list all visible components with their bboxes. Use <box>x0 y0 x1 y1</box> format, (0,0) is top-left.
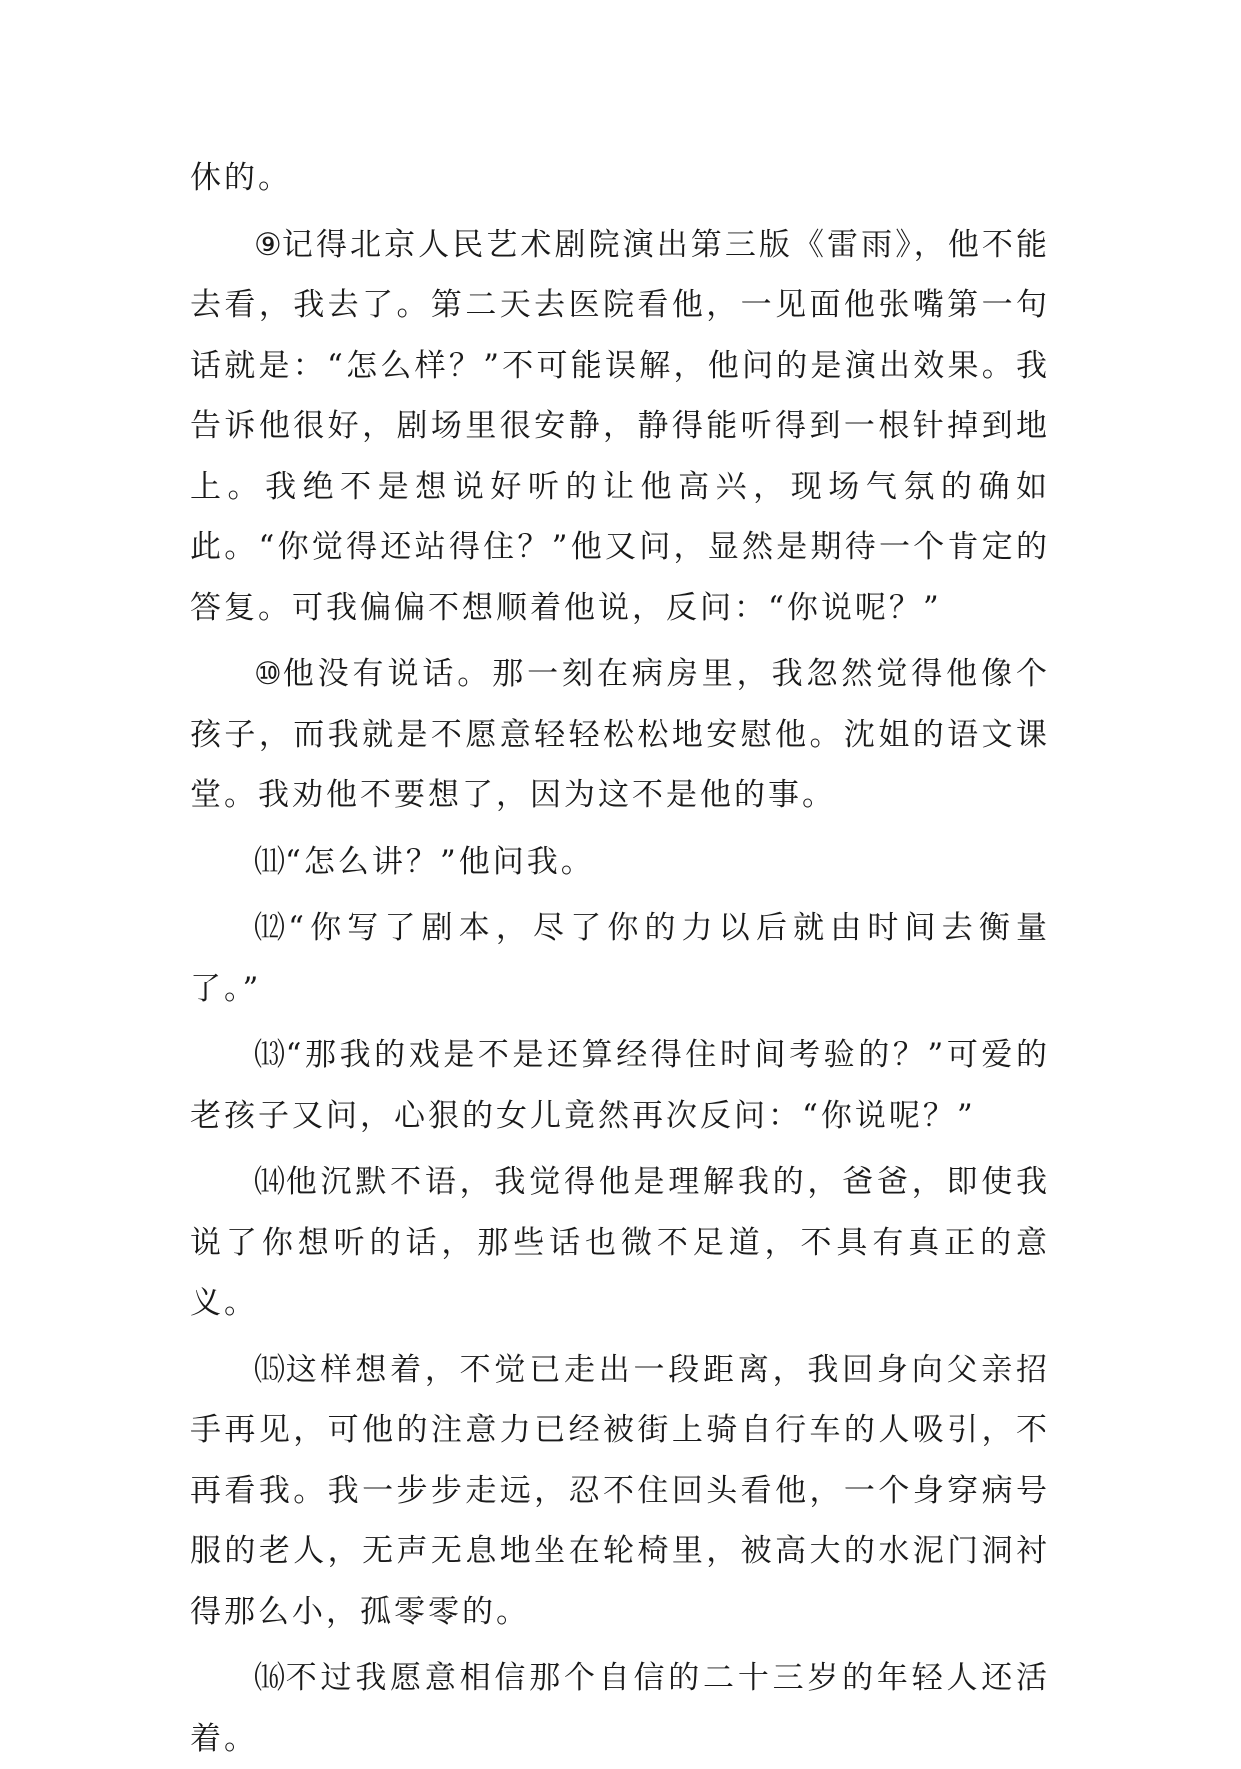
paragraph-number: ⒂ <box>254 1351 286 1388</box>
document-page <box>190 148 1050 1769</box>
paragraph-12 <box>190 898 1050 1019</box>
paragraph-text: “怎么讲？”他问我。 <box>285 843 595 880</box>
paragraph-text: 记得北京人民艺术剧院演出第三版《雷雨》，他不能去看，我去了。第二天去医院看他，一见面他张嘴第一句话就是：“怎么样？”不可能误解，他问的是演出效果。我告诉他很好，剧场里很安静，静得能听得到一根针掉到地上。我绝不是想说好听的让他高兴，现场气氛的确如此。“你觉得还站得住？”他又问，显然是期待一个肯定的答复。可我偏偏不想顺着他说，反问：“你说呢？” <box>190 226 1051 626</box>
paragraph-text: 不过我愿意相信那个自信的二十三岁的年轻人还活着。 <box>190 1660 1051 1757</box>
paragraph-number: ⒃ <box>254 1660 286 1696</box>
paragraph-9 <box>190 215 1050 639</box>
paragraph-11 <box>190 832 1050 893</box>
paragraph-number: ⑿ <box>254 910 289 946</box>
paragraph-16 <box>190 1648 1050 1769</box>
paragraph-number: ⑨ <box>254 226 282 263</box>
paragraph-8-tail <box>190 148 1050 209</box>
paragraph-10 <box>190 644 1050 826</box>
paragraph-number: ⒁ <box>254 1164 286 1200</box>
paragraph-text: 他沉默不语，我觉得他是理解我的，爸爸，即使我说了你想听的话，那些话也微不足道，不具有真正的意义。 <box>190 1164 1051 1321</box>
paragraph-text: 休的。 <box>190 160 292 196</box>
paragraph-text: 这样想着，不觉已走出一段距离，我回身向父亲招手再见，可他的注意力已经被街上骑自行车的人吸引，不再看我。我一步步走远，忍不住回头看他，一个身穿病号服的老人，无声无息地坐在轮椅里，被高大的水泥门洞衬得那么小，孤零零的。 <box>190 1351 1051 1630</box>
paragraph-15 <box>190 1340 1050 1643</box>
paragraph-13 <box>190 1025 1050 1146</box>
paragraph-text: “那我的戏是不是还算经得住时间考验的？”可爱的老孩子又问，心狠的女儿竟然再次反问：“你说呢？” <box>190 1037 1050 1134</box>
paragraph-text: “你写了剧本，尽了你的力以后就由时间去衡量了。” <box>190 910 1050 1007</box>
paragraph-number: ⑾ <box>254 843 285 880</box>
paragraph-number: ⒀ <box>254 1037 286 1073</box>
paragraph-14 <box>190 1152 1050 1334</box>
paragraph-number: ⑩ <box>254 656 283 692</box>
paragraph-text: 他没有说话。那一刻在病房里，我忽然觉得他像个孩子，而我就是不愿意轻轻松松地安慰他。沈姐的语文课堂。我劝他不要想了，因为这不是他的事。 <box>190 656 1051 813</box>
